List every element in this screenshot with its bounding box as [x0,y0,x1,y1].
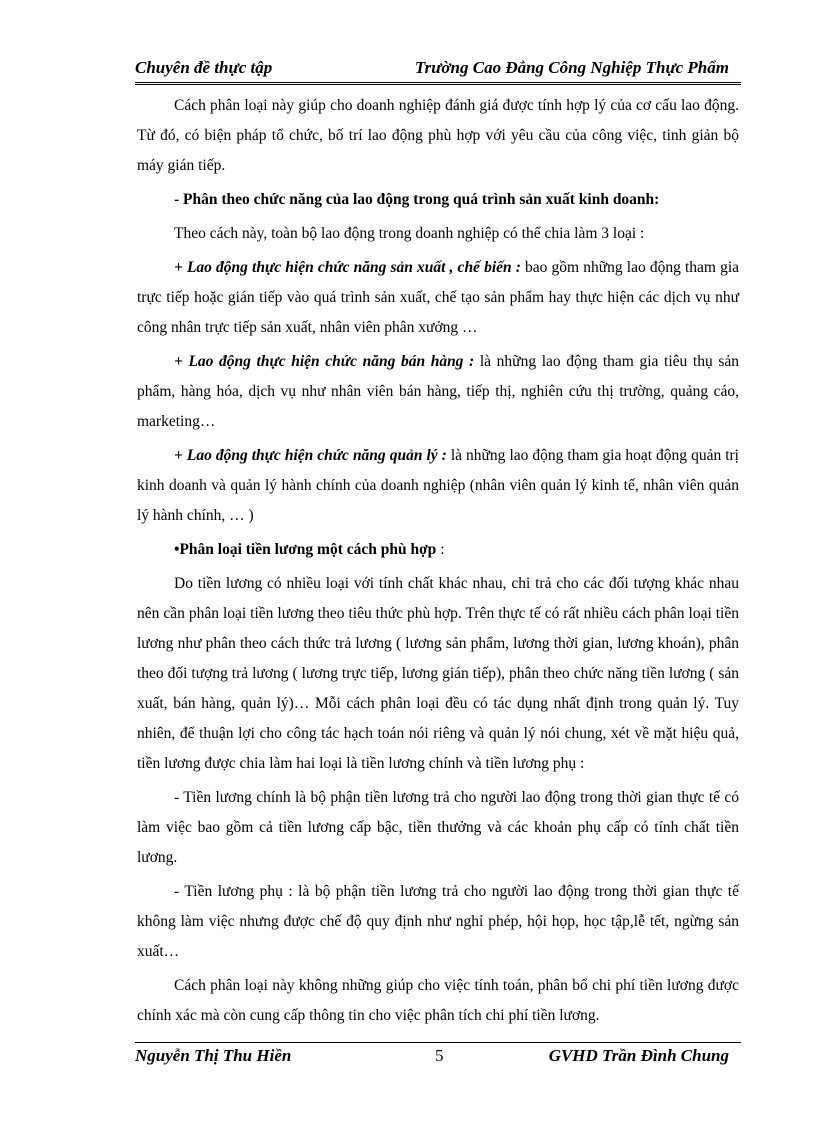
paragraph-sales-labor [137,347,739,437]
paragraph-extra-salary: - Tiền lương phụ : là bộ phận tiền lương trả cho người lao động trong thời gian thực tế không làm việc nhưng được chế độ quy định như nghỉ phép, hội họp, học tập,lễ tết, ngừng sản xuất… [137,883,739,960]
header-right-title: Trường Cao Đẳng Công Nghiệp Thực Phẩm [414,58,729,77]
paragraph-8: Do tiền lương có nhiều loại với tính chất khác nhau, chi trả cho các đối tượng khác nhau nên cần phân loại tiền lương theo tiêu thức phù hợp. Trên thực tế có rất nhiều cách phân loại tiền lương như phân theo cách thức trả lương ( lương sản phẩm, lương thời gian, lương khoán), phân theo đối tượng trả lương ( lương trực tiếp, lương gián tiếp), phân theo chức năng tiền lương ( sản xuất, bán hàng, quản lý)… Mỗi cách phân loại đều có tác dụng nhất định trong quản lý. Tuy nhiên, để thuận lợi cho công tác hạch toán nói riêng và quản lý nói chung, xét về mặt hiệu quả, tiền lương được chia làm hai loại là tiền lương chính và tiền lương phụ : [137,575,739,772]
salary-classification-heading [137,535,739,565]
salary-heading-text: Phân loại tiền lương một cách phù hợp [179,541,437,558]
paragraph-main-salary: - Tiền lương chính là bộ phận tiền lương trả cho người lao động trong thời gian thực tế có làm việc bao gồm cả tiền lương cấp bậc, tiền thưởng và các khoản phụ cấp có tính chất tiền lương. [137,789,739,866]
page-header [135,56,741,85]
paragraph-management-labor [137,441,739,531]
footer-author: Nguyễn Thị Thu Hiền [135,1046,292,1065]
management-labor-lead: + Lao động thực hiện chức năng quản lý : [174,447,447,464]
page-footer [135,1042,741,1073]
section-heading-function: - Phân theo chức năng của lao động trong quá trình sản xuất kinh doanh: [174,191,660,208]
management-labor-text: là những lao động tham gia hoạt động quản trị kinh doanh và quản lý hành chính của doanh nghiệp (nhân viên quản lý kinh tế, nhân viên quản lý hành chính, … ) [137,447,739,524]
paragraph-11: Cách phân loại này không những giúp cho việc tính toán, phân bổ chi phí tiền lương được chính xác mà còn cung cấp thông tin cho việc phân tích chi phí tiền lương. [137,977,739,1024]
production-labor-lead: + Lao động thực hiện chức năng sản xuất , chế biến : [174,259,521,276]
footer-advisor: GVHD Trần Đình Chung [548,1046,729,1065]
header-left-title: Chuyên đề thực tập [135,58,273,77]
salary-heading-tail: : [436,541,445,558]
paragraph-3: Theo cách này, toàn bộ lao động trong doanh nghiệp có thể chia làm 3 loại : [174,225,645,242]
paragraph-1: Cách phân loại này giúp cho doanh nghiệp đánh giá được tính hợp lý của cơ cấu lao động. Từ đó, có biện pháp tổ chức, bố trí lao động phù hợp với yêu cầu của công việc, tinh giản bộ máy gián tiếp. [137,97,739,174]
production-labor-text: bao gồm những lao động tham gia trực tiếp hoặc gián tiếp vào quá trình sản xuất, chế tạo sản phẩm hay thực hiện các dịch vụ như công nhân trực tiếp sản xuất, nhân viên phân xưởng … [137,259,740,336]
paragraph-production-labor [137,253,739,343]
bullet-icon: • [174,541,180,558]
document-body [137,91,739,1035]
page-number: 5 [435,1046,444,1065]
sales-labor-lead: + Lao động thực hiện chức năng bán hàng : [174,353,475,370]
sales-labor-text: là những lao động tham gia tiêu thụ sản phẩm, hàng hóa, dịch vụ như nhân viên bán hàng, tiếp thị, nghiên cứu thị trường, quảng cáo, marketing… [137,353,739,430]
